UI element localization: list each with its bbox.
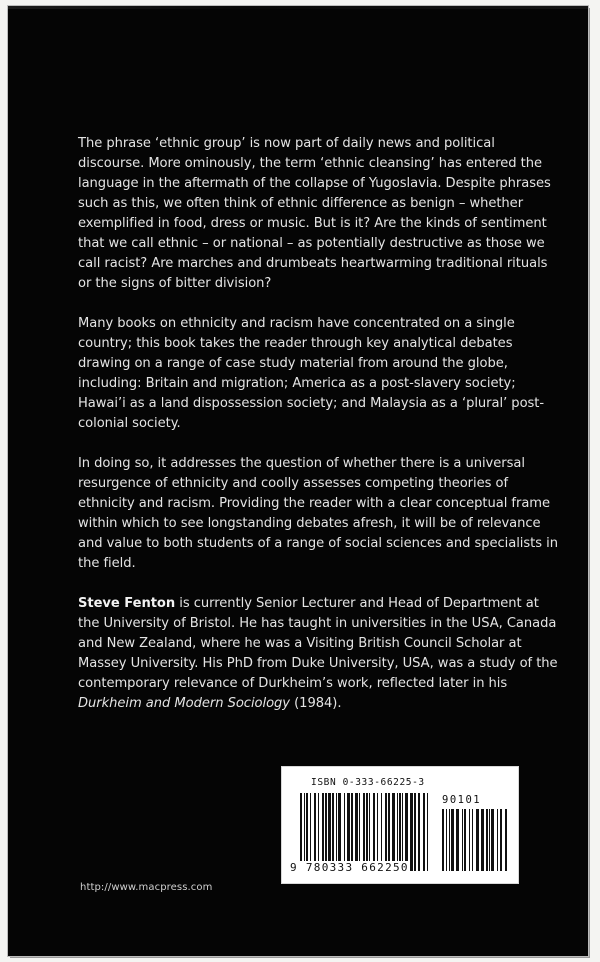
barcode-bar <box>489 809 490 871</box>
barcode-bar <box>500 809 502 871</box>
barcode-bar <box>344 793 345 871</box>
barcode-bar <box>310 793 311 871</box>
barcode-bar <box>338 793 341 871</box>
barcode-bar <box>306 793 308 871</box>
barcode-bar <box>359 793 360 871</box>
barcode-bar <box>451 809 454 871</box>
barcode-bar <box>405 793 408 871</box>
barcode-bar <box>410 793 413 871</box>
barcode-bar <box>363 793 365 871</box>
barcode-bar <box>446 809 447 871</box>
blurb-paragraph-3: In doing so, it addresses the question of whether there is a universal resurgence of ethnicity and coolly assesses competing theories of ethnicity and racism. Providing the reader with a clear conceptual frame within which to see longstanding debates afresh, it will be of relevance and value to both students of a range of social sciences and specialists in the field. <box>78 456 558 571</box>
barcode-bar <box>328 793 331 871</box>
barcode-bar <box>369 793 370 871</box>
author-book-title: Durkheim and Modern Sociology <box>78 696 291 711</box>
barcode-bar <box>347 793 350 871</box>
blurb-paragraph-2: Many books on ethnicity and racism have concentrated on a single country; this book takes the reader through key analytical debates drawing on a range of case study material from around the globe, including: Britain and migration; America as a post-slavery society; Hawai’i as a land dispossession society; and Malaysia as a ‘plural’ post-colonial society. <box>78 316 545 431</box>
price-code: 90101 <box>442 794 482 806</box>
barcode-bar <box>476 809 479 871</box>
ean-number: 9 780333 662250 <box>290 861 409 874</box>
barcode-bar <box>336 793 337 871</box>
barcode-bar <box>322 793 324 871</box>
back-cover <box>8 6 588 956</box>
barcode-bar <box>402 793 403 871</box>
barcode-bar <box>472 809 473 871</box>
barcode-bar <box>318 793 319 871</box>
barcode-bar <box>505 809 507 871</box>
barcode-bar <box>481 809 484 871</box>
barcode-bar <box>332 793 334 871</box>
barcode-bar <box>399 793 401 871</box>
barcode-bar <box>456 809 459 871</box>
barcode-bar <box>355 793 358 871</box>
barcode-bar <box>486 809 488 871</box>
barcode-bar <box>351 793 353 871</box>
author-bio-text-1: is currently Senior Lecturer and Head of Department at the University of Bristol. He has taught in universities in the USA, Canada and New Zealand, where he was a Visiting British Council Scholar at Massey University. His PhD from Duke University, USA, was a study of the contemporary relevance of Durkheim’s work, reflected later in his <box>78 596 558 691</box>
barcode-bar <box>423 793 425 871</box>
publisher-url: http://www.macpress.com <box>80 882 213 893</box>
barcode-bar <box>449 809 450 871</box>
blurb-text <box>78 134 558 734</box>
barcode-bar <box>325 793 327 871</box>
barcode-bar <box>388 793 390 871</box>
barcode-bar <box>442 809 444 871</box>
author-bio-text-2: (1984). <box>290 696 342 711</box>
barcode-bar <box>464 809 466 871</box>
barcode-bar <box>314 793 316 871</box>
blurb-paragraph-1: The phrase ‘ethnic group’ is now part of daily news and political discourse. More ominously, the term ‘ethnic cleansing’ has entered the language in the aftermath of the collapse of Yugoslavia. Despite phrases such as this, we often think of ethnic difference as benign – whether exemplified in food, dress or music. But is it? Are the kinds of sentiment that we call ethnic – or national – as potentially destructive as those we call racist? Are marches and drumbeats heartwarming traditional rituals or the signs of bitter division? <box>78 136 551 291</box>
barcode-bar <box>491 809 494 871</box>
barcode-bar <box>300 793 302 871</box>
barcode-bar <box>373 793 375 871</box>
barcode-panel <box>281 766 519 884</box>
barcode-bar <box>397 793 398 871</box>
barcode-bar <box>366 793 368 871</box>
isbn-number: ISBN 0-333-66225-3 <box>311 777 425 788</box>
barcode-bar <box>304 793 305 871</box>
barcode-bar <box>414 793 416 871</box>
barcode-bar <box>385 793 387 871</box>
barcode-bar <box>497 809 498 871</box>
barcode-bar <box>469 809 470 871</box>
author-bio <box>78 594 558 714</box>
barcode-bar <box>418 793 420 871</box>
barcode-bar <box>462 809 463 871</box>
barcode-bar <box>377 793 378 871</box>
barcode-bar <box>392 793 395 871</box>
barcode-bar <box>381 793 382 871</box>
author-name: Steve Fenton <box>78 596 176 611</box>
barcode-bar <box>427 793 428 871</box>
